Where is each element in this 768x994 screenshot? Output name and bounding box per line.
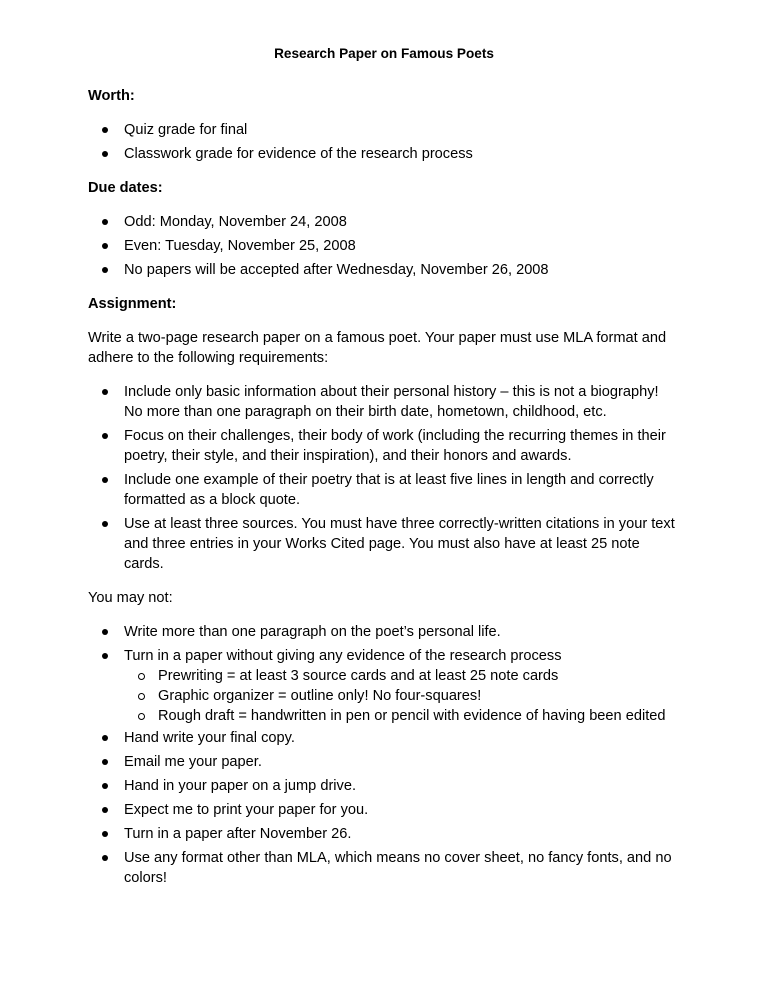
bullet-icon (102, 855, 108, 861)
list-item (88, 776, 680, 796)
list-item-text: Include one example of their poetry that is at least five lines in length and correctly formatted as a block quote. (124, 472, 654, 508)
bullet-icon (102, 521, 108, 527)
bullet-icon (102, 127, 108, 133)
list-item-text: Quiz grade for final (124, 122, 248, 138)
list-item (88, 236, 680, 256)
bullet-icon (102, 831, 108, 837)
sub-list-item (124, 686, 680, 706)
sub-list-item (124, 706, 680, 726)
may-not-list (88, 622, 768, 888)
bullet-icon (102, 433, 108, 439)
bullet-icon (102, 243, 108, 249)
list-item (88, 728, 680, 748)
list-item (88, 470, 680, 510)
due-dates-heading: Due dates: (88, 180, 163, 196)
list-item-text: Turn in a paper after November 26. (124, 826, 352, 842)
list-item (88, 212, 680, 232)
bullet-icon (102, 477, 108, 483)
circle-bullet-icon (138, 713, 145, 720)
list-item (88, 514, 680, 574)
worth-list (88, 120, 768, 164)
list-item-text: Expect me to print your paper for you. (124, 802, 369, 818)
bullet-icon (102, 151, 108, 157)
circle-bullet-icon (138, 693, 145, 700)
sub-list-item-text: Graphic organizer = outline only! No four-squares! (158, 688, 482, 704)
list-item-text: Email me your paper. (124, 754, 262, 770)
list-item-text: Hand write your final copy. (124, 730, 295, 746)
list-item-text: Odd: Monday, November 24, 2008 (124, 214, 347, 230)
list-item-text: Turn in a paper without giving any evidence of the research process (124, 648, 562, 664)
bullet-icon (102, 783, 108, 789)
bullet-icon (102, 389, 108, 395)
bullet-icon (102, 807, 108, 813)
list-item (88, 646, 680, 726)
requirements-list (88, 382, 768, 574)
bullet-icon (102, 735, 108, 741)
sub-list-item-text: Prewriting = at least 3 source cards and at least 25 note cards (158, 668, 559, 684)
sub-list-item (124, 666, 680, 686)
list-item-text: Even: Tuesday, November 25, 2008 (124, 238, 356, 254)
list-item-text: No papers will be accepted after Wednesday, November 26, 2008 (124, 262, 549, 278)
evidence-sublist (124, 666, 680, 726)
sub-list-item-text: Rough draft = handwritten in pen or pencil with evidence of having been edited (158, 708, 666, 724)
list-item-text: Hand in your paper on a jump drive. (124, 778, 357, 794)
list-item-text: Include only basic information about their personal history – this is not a biography! No more than one paragraph on their birth date, hometown, childhood, etc. (124, 384, 659, 420)
document-title: Research Paper on Famous Poets (274, 46, 494, 61)
list-item (88, 800, 680, 820)
list-item (88, 752, 680, 772)
list-item-text: Focus on their challenges, their body of work (including the recurring themes in their poetry, their style, and their inspiration), and their honors and awards. (124, 428, 666, 464)
list-item (88, 824, 680, 844)
bullet-icon (102, 653, 108, 659)
circle-bullet-icon (138, 673, 145, 680)
list-item (88, 382, 680, 422)
list-item (88, 120, 680, 140)
list-item-text: Write more than one paragraph on the poet’s personal life. (124, 624, 501, 640)
list-item (88, 144, 680, 164)
worth-heading: Worth: (88, 88, 135, 104)
list-item-text: Use any format other than MLA, which means no cover sheet, no fancy fonts, and no colors! (124, 850, 672, 886)
list-item-text: Use at least three sources. You must have three correctly-written citations in your text and three entries in your Works Cited page. You must also have at least 25 note cards. (124, 516, 675, 572)
due-dates-list (88, 212, 768, 280)
list-item (88, 426, 680, 466)
assignment-heading: Assignment: (88, 296, 177, 312)
list-item-text: Classwork grade for evidence of the research process (124, 146, 473, 162)
bullet-icon (102, 219, 108, 225)
assignment-intro: Write a two-page research paper on a famous poet. Your paper must use MLA format and adhere to the following requirements: (88, 330, 667, 366)
list-item (88, 848, 680, 888)
may-not-intro: You may not: (88, 590, 173, 606)
bullet-icon (102, 759, 108, 765)
bullet-icon (102, 629, 108, 635)
bullet-icon (102, 267, 108, 273)
list-item (88, 622, 680, 642)
list-item (88, 260, 680, 280)
